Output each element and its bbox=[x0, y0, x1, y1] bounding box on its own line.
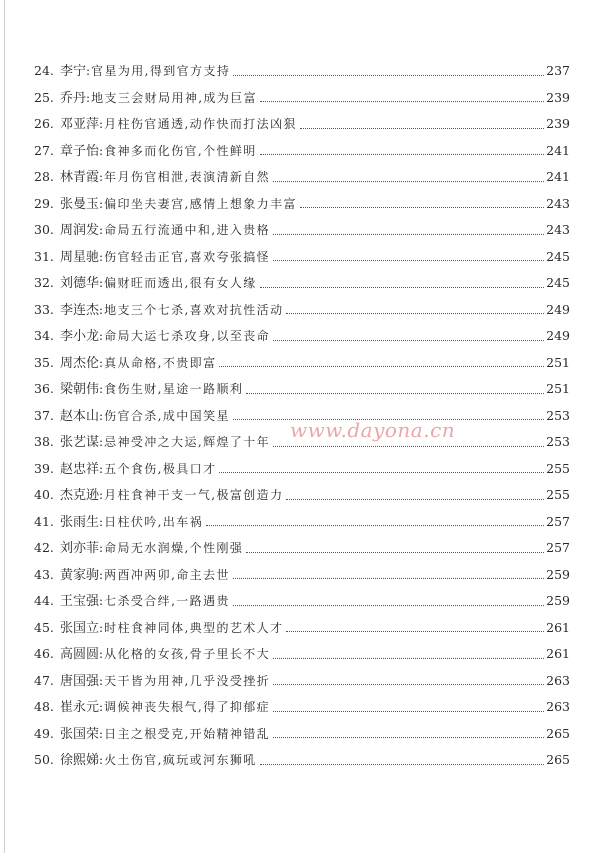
toc-entry-leader-dots bbox=[246, 552, 544, 553]
toc-entry-number: 29. bbox=[34, 195, 54, 211]
toc-entry-name: 张国立 bbox=[60, 620, 100, 636]
toc-entry[interactable] bbox=[34, 323, 570, 350]
toc-entry-page-number: 251 bbox=[546, 354, 570, 370]
toc-entry-title: 日柱伏吟,出车祸 bbox=[104, 514, 204, 529]
toc-entry-leader-dots bbox=[300, 128, 544, 129]
toc-entry-page-number: 265 bbox=[546, 752, 570, 767]
toc-entry-separator: : bbox=[99, 541, 104, 555]
toc-entry-page-number: 237 bbox=[546, 63, 570, 78]
toc-entry-title: 月柱伤官通透,动作快而打法凶狠 bbox=[104, 117, 297, 131]
toc-entry-number: 50. bbox=[34, 752, 54, 767]
toc-entry-page-number: 257 bbox=[546, 513, 570, 529]
toc-entry-separator: : bbox=[99, 329, 104, 343]
toc-entry-name: 周杰伦 bbox=[60, 355, 100, 371]
toc-entry-title: 食神多而化伤官,个性鲜明 bbox=[104, 143, 257, 158]
toc-entry-leader-dots bbox=[233, 605, 544, 606]
toc-entry-separator: : bbox=[99, 355, 104, 370]
toc-entry-name: 黄家驹 bbox=[60, 567, 100, 583]
toc-entry-name: 张艺谋 bbox=[60, 435, 100, 450]
toc-entry-title: 两酉冲两卯,命主去世 bbox=[104, 567, 230, 582]
toc-entry[interactable] bbox=[34, 615, 570, 642]
toc-entry-name: 乔丹 bbox=[60, 90, 87, 106]
toc-entry-number: 40. bbox=[34, 487, 54, 502]
toc-entry-leader-dots bbox=[246, 393, 544, 394]
toc-entry-separator: : bbox=[99, 673, 104, 688]
toc-entry-name: 李宁 bbox=[60, 64, 87, 79]
toc-entry-name: 刘德华 bbox=[60, 276, 100, 291]
toc-entry[interactable] bbox=[34, 403, 570, 430]
toc-entry-title: 命局无水润燥,个性刚强 bbox=[104, 541, 244, 555]
toc-entry-separator: : bbox=[86, 64, 91, 78]
toc-entry-title: 时柱食神同体,典型的艺术人才 bbox=[104, 620, 284, 635]
toc-entry-page-number: 263 bbox=[546, 672, 570, 688]
toc-entry-leader-dots bbox=[273, 684, 544, 685]
toc-entry[interactable] bbox=[34, 164, 570, 191]
toc-entry-number: 43. bbox=[34, 566, 54, 582]
toc-entry-number: 49. bbox=[34, 725, 54, 741]
toc-entry-number: 36. bbox=[34, 381, 54, 396]
toc-entry-separator: : bbox=[99, 196, 104, 211]
toc-entry-name: 章子怡 bbox=[60, 143, 100, 159]
toc-entry-title: 年月伤官相泄,表演清新自然 bbox=[104, 170, 271, 184]
toc-entry-separator: : bbox=[99, 408, 104, 423]
watermark: www.dayona.cn bbox=[290, 418, 456, 442]
toc-entry[interactable] bbox=[34, 191, 570, 218]
toc-entry-page-number: 257 bbox=[546, 540, 570, 555]
toc-entry[interactable] bbox=[34, 562, 570, 589]
toc-entry-leader-dots bbox=[206, 525, 544, 526]
toc-entry-leader-dots bbox=[260, 764, 544, 765]
toc-entry-leader-dots bbox=[260, 287, 544, 288]
toc-entry[interactable] bbox=[34, 111, 570, 138]
toc-entry-separator: : bbox=[99, 700, 104, 714]
toc-entry-page-number: 241 bbox=[546, 169, 570, 184]
toc-entry[interactable] bbox=[34, 668, 570, 695]
toc-entry-name: 周润发 bbox=[60, 223, 100, 238]
toc-entry-title: 月柱食神干支一气,极富创造力 bbox=[104, 488, 284, 502]
toc-entry-separator: : bbox=[99, 382, 104, 396]
toc-entry-separator: : bbox=[99, 567, 104, 582]
toc-entry-number: 44. bbox=[34, 593, 54, 608]
toc-entry-page-number: 255 bbox=[546, 460, 570, 476]
toc-entry-page-number: 265 bbox=[546, 725, 570, 741]
toc-entry[interactable] bbox=[34, 297, 570, 324]
toc-entry-name: 林青霞 bbox=[60, 170, 100, 185]
toc-entry-page-number: 243 bbox=[546, 222, 570, 237]
toc-entry-separator: : bbox=[99, 514, 104, 529]
toc-entry-leader-dots bbox=[233, 419, 544, 420]
toc-entry[interactable] bbox=[34, 482, 570, 509]
toc-entry-title: 偏印坐夫妻宫,感情上想象力丰富 bbox=[104, 196, 297, 211]
toc-entry-page-number: 253 bbox=[546, 407, 570, 423]
toc-entry-number: 41. bbox=[34, 513, 54, 529]
toc-entry-number: 42. bbox=[34, 540, 54, 555]
toc-entry-number: 31. bbox=[34, 248, 54, 264]
toc-entry-leader-dots bbox=[219, 366, 544, 367]
toc-entry-separator: : bbox=[99, 435, 104, 449]
toc-entry-number: 45. bbox=[34, 619, 54, 635]
toc-entry-title: 从化格的女孩,骨子里长不大 bbox=[104, 647, 271, 661]
toc-entry[interactable] bbox=[34, 721, 570, 748]
toc-entry-number: 24. bbox=[34, 63, 54, 78]
toc-entry-name: 崔永元 bbox=[60, 700, 100, 715]
toc-entry-name: 唐国强 bbox=[60, 673, 100, 689]
toc-entry-page-number: 255 bbox=[546, 487, 570, 502]
toc-entry-title: 地支三会财局用神,成为巨富 bbox=[91, 90, 258, 105]
toc-entry-number: 25. bbox=[34, 89, 54, 105]
toc-entry-page-number: 239 bbox=[546, 89, 570, 105]
toc-entry-name: 张雨生 bbox=[60, 514, 100, 530]
toc-entry-separator: : bbox=[99, 143, 104, 158]
toc-entry-separator: : bbox=[99, 753, 104, 767]
toc-entry-number: 32. bbox=[34, 275, 54, 290]
toc-entry-title: 命局大运七杀攻身,以至丧命 bbox=[104, 329, 271, 343]
toc-entry-title: 天干皆为用神,几乎没受挫折 bbox=[104, 673, 271, 688]
toc-entry-name: 梁朝伟 bbox=[60, 382, 100, 397]
toc-entry-leader-dots bbox=[273, 181, 544, 182]
toc-entry-number: 34. bbox=[34, 328, 54, 343]
toc-entry[interactable] bbox=[34, 376, 570, 403]
toc-entry-name: 刘亦菲 bbox=[60, 541, 100, 556]
toc-entry-separator: : bbox=[99, 249, 104, 264]
toc-entry-page-number: 249 bbox=[546, 328, 570, 343]
toc-entry-number: 26. bbox=[34, 116, 54, 131]
toc-entry-page-number: 259 bbox=[546, 593, 570, 608]
toc-entry-number: 33. bbox=[34, 301, 54, 317]
toc-entry-name: 邓亚萍 bbox=[60, 117, 100, 132]
toc-entry-leader-dots bbox=[219, 472, 544, 473]
toc-entry-page-number: 261 bbox=[546, 619, 570, 635]
toc-entry-number: 37. bbox=[34, 407, 54, 423]
toc-entry-page-number: 243 bbox=[546, 195, 570, 211]
toc-entry-number: 35. bbox=[34, 354, 54, 370]
toc-entry-name: 周星驰 bbox=[60, 249, 100, 265]
toc-entry-title: 官星为用,得到官方支持 bbox=[91, 64, 231, 78]
toc-entry[interactable] bbox=[34, 429, 570, 456]
toc-entry-page-number: 241 bbox=[546, 142, 570, 158]
toc-entry[interactable] bbox=[34, 350, 570, 377]
toc-entry-leader-dots bbox=[273, 234, 544, 235]
toc-entry[interactable] bbox=[34, 641, 570, 668]
toc-entry[interactable] bbox=[34, 58, 570, 85]
toc-entry-title: 伤官轻击正官,喜欢夸张搞怪 bbox=[104, 249, 271, 264]
toc-entry-number: 48. bbox=[34, 699, 54, 714]
toc-entry-title: 日主之根受克,开始精神错乱 bbox=[104, 726, 271, 741]
toc-entry-number: 27. bbox=[34, 142, 54, 158]
toc-entry-title: 地支三个七杀,喜欢对抗性活动 bbox=[104, 302, 284, 317]
toc-entry-name: 赵忠祥 bbox=[60, 461, 100, 477]
toc-entry-separator: : bbox=[99, 302, 104, 317]
toc-entry-number: 46. bbox=[34, 646, 54, 661]
toc-entry-leader-dots bbox=[273, 711, 544, 712]
toc-entry[interactable] bbox=[34, 535, 570, 562]
toc-entry-name: 李小龙 bbox=[60, 329, 100, 344]
toc-entry-name: 张曼玉 bbox=[60, 196, 100, 212]
toc-entry-name: 杰克逊 bbox=[60, 488, 100, 503]
toc-entry-number: 30. bbox=[34, 222, 54, 237]
toc-entry-title: 真从命格,不贵即富 bbox=[104, 355, 217, 370]
toc-entry-leader-dots bbox=[286, 631, 544, 632]
toc-entry-leader-dots bbox=[273, 446, 544, 447]
toc-entry-name: 徐熙娣 bbox=[60, 753, 100, 768]
toc-entry-name: 高圆圆 bbox=[60, 647, 100, 662]
toc-entry-page-number: 249 bbox=[546, 301, 570, 317]
toc-entry[interactable] bbox=[34, 244, 570, 271]
toc-entry-leader-dots bbox=[260, 154, 544, 155]
toc-entry-number: 28. bbox=[34, 169, 54, 184]
toc-entry-leader-dots bbox=[286, 499, 544, 500]
toc-entry-name: 张国荣 bbox=[60, 726, 100, 742]
toc-entry-separator: : bbox=[99, 488, 104, 502]
toc-entry-leader-dots bbox=[300, 207, 544, 208]
toc-entry-separator: : bbox=[99, 594, 104, 608]
toc-entry-page-number: 261 bbox=[546, 646, 570, 661]
toc-entry-number: 39. bbox=[34, 460, 54, 476]
toc-entry-page-number: 253 bbox=[546, 434, 570, 449]
toc-entry-title: 调候神丧失根气,得了抑郁症 bbox=[104, 700, 271, 714]
toc-entry-leader-dots bbox=[273, 658, 544, 659]
toc-entry-name: 赵本山 bbox=[60, 408, 100, 424]
toc-entry[interactable] bbox=[34, 509, 570, 536]
toc-entry[interactable] bbox=[34, 456, 570, 483]
toc-entry-page-number: 251 bbox=[546, 381, 570, 396]
toc-entry-leader-dots bbox=[273, 737, 544, 738]
toc-entry-separator: : bbox=[86, 90, 91, 105]
toc-entry-separator: : bbox=[99, 170, 104, 184]
toc-entry[interactable] bbox=[34, 694, 570, 721]
toc-entry-separator: : bbox=[99, 620, 104, 635]
toc-entry-leader-dots bbox=[273, 340, 544, 341]
toc-entry-leader-dots bbox=[233, 75, 544, 76]
toc-entry-number: 47. bbox=[34, 672, 54, 688]
toc-entry-title: 火土伤官,疯玩或河东狮吼 bbox=[104, 753, 257, 767]
toc-entry-leader-dots bbox=[286, 313, 544, 314]
toc-entry-title: 五个食伤,极具口才 bbox=[104, 461, 217, 476]
toc-entry-name: 李连杰 bbox=[60, 302, 100, 318]
toc-entry[interactable] bbox=[34, 217, 570, 244]
toc-entry-title: 伤官合杀,成中国笑星 bbox=[104, 408, 230, 423]
toc-entry-separator: : bbox=[99, 117, 104, 131]
table-of-contents bbox=[34, 58, 570, 774]
toc-entry-title: 命局五行流通中和,进入贵格 bbox=[104, 223, 271, 237]
toc-entry-leader-dots bbox=[273, 260, 544, 261]
toc-entry[interactable] bbox=[34, 138, 570, 165]
toc-entry-page-number: 263 bbox=[546, 699, 570, 714]
toc-entry-leader-dots bbox=[260, 101, 544, 102]
page-edge-line bbox=[4, 0, 5, 853]
toc-entry-title: 忌神受冲之大运,辉煌了十年 bbox=[104, 435, 271, 449]
toc-entry-title: 七杀受合绊,一路遇贵 bbox=[104, 594, 230, 608]
toc-entry-title: 食伤生财,星途一路顺利 bbox=[104, 382, 244, 396]
toc-entry-separator: : bbox=[99, 461, 104, 476]
toc-entry-title: 偏财旺而透出,很有女人缘 bbox=[104, 276, 257, 290]
toc-entry-number: 38. bbox=[34, 434, 54, 449]
toc-entry-leader-dots bbox=[233, 578, 544, 579]
toc-entry-page-number: 245 bbox=[546, 248, 570, 264]
toc-entry[interactable] bbox=[34, 747, 570, 774]
toc-entry-page-number: 259 bbox=[546, 566, 570, 582]
toc-entry-name: 王宝强 bbox=[60, 594, 100, 609]
toc-entry-page-number: 245 bbox=[546, 275, 570, 290]
toc-entry-page-number: 239 bbox=[546, 116, 570, 131]
toc-entry-separator: : bbox=[99, 726, 104, 741]
toc-entry[interactable] bbox=[34, 588, 570, 615]
toc-entry-separator: : bbox=[99, 647, 104, 661]
toc-entry[interactable] bbox=[34, 85, 570, 112]
toc-entry-separator: : bbox=[99, 223, 104, 237]
toc-entry-separator: : bbox=[99, 276, 104, 290]
toc-entry[interactable] bbox=[34, 270, 570, 297]
